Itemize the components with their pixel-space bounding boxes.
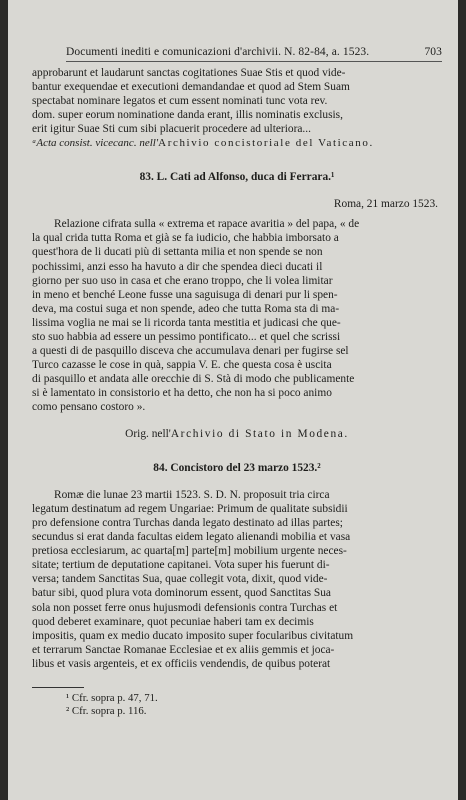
- doc83-line: lissima voglia ne mai se li ricorda tanta mestitia et judicasi che que-: [32, 316, 341, 329]
- doc84-line: impositis, quam ex medio ducato imposito super focularibus civitatum: [32, 629, 354, 642]
- doc83-source-archive: Archivio di Stato in Modena.: [170, 428, 349, 441]
- doc84-line: quod deberet examinare, quot pecuniae haberi tam ex decimis: [32, 615, 314, 628]
- doc84-line: et terrarum Sanctae Romanae Ecclesiae et ex aliis gemmis et joca-: [32, 643, 335, 656]
- doc83-line: la qual crida tutta Roma et già se fa iudicio, che habbia imborsato a: [32, 232, 339, 245]
- footnote: ¹ Cfr. sopra p. 47, 71.: [66, 691, 158, 704]
- doc83-title: 83. L. Cati ad Alfonso, duca di Ferrara.¹: [139, 171, 335, 184]
- running-header: [66, 46, 442, 62]
- doc83-line: in meno et benché Leone fusse una saguisuga di denari pur li spen-: [32, 288, 338, 301]
- doc84-line: batur sibi, quod plura vota dominorum essent, quod Sanctitas Sua: [32, 587, 331, 600]
- intro-block: [32, 66, 442, 150]
- doc83-line: a questi di de pasquillo disceva che accumulava denari per fugirse sel: [32, 344, 349, 357]
- document-84: [32, 461, 442, 671]
- doc84-line: versa; tandem Sanctitas Sua, quae collegit vota, dixit, quod vide-: [32, 573, 328, 586]
- footnote-divider: [32, 687, 84, 688]
- doc83-source-prefix: Orig. nell': [125, 428, 171, 441]
- intro-line: approbarunt et laudarunt sanctas cogitationes Suae Stis et quod vide-: [32, 67, 346, 79]
- running-title: Documenti inediti e comunicazioni d'archivii. N. 82-84, a. 1523.: [66, 46, 370, 58]
- page-number: 703: [424, 46, 442, 58]
- doc84-line: sitate; tertium de deputatione capitanei. Vota super his fuerunt di-: [32, 559, 330, 572]
- intro-line: spectabat nominare legatos et cum essent nominati tunc vota rev.: [32, 95, 328, 108]
- intro-source-prefix: ᵃActa consist. vicecanc. nell': [32, 137, 159, 150]
- intro-line: bantur exequendae et executioni demandandae et quod ad Stem Suam: [32, 81, 350, 94]
- doc84-line: pretiosa ecclesiarum, ac quarta[m] parte[m] mobilium urgente neces-: [32, 545, 347, 558]
- doc83-line: si è lamentato in consistorio et ha detto, che non ha si poco animo: [32, 386, 332, 399]
- doc84-title: 84. Concistoro del 23 marzo 1523.²: [153, 462, 321, 475]
- doc84-line: sola non posset ferre onus hujusmodi defensionis contra Turchas et: [32, 601, 338, 614]
- doc83-line: Relazione cifrata sulla « extrema et rapace avaritia » del papa, « de: [54, 218, 360, 231]
- doc84-line: legatum destinatum ad regem Ungariae: Primum de qualitate subsidii: [32, 503, 348, 516]
- intro-line: dom. super eorum nominatione danda erant, illis nominatis exclusis,: [32, 109, 343, 122]
- footnote: ² Cfr. sopra p. 116.: [66, 704, 147, 717]
- doc83-line: como pensano costoro ».: [32, 400, 146, 413]
- doc84-line: libus et vasis argenteis, et ex officiis vendendis, de quibus poterat: [32, 657, 331, 670]
- intro-line: erit igitur Suae Sti cum sibi placuerit procedere ad ulteriora...: [32, 123, 311, 136]
- doc83-line: pochissimi, anzi esso ha havuto a dir che spendea dieci ducati il: [32, 260, 323, 273]
- doc83-dateline: Roma, 21 marzo 1523.: [333, 198, 438, 211]
- doc83-line: deva, ma costui suga et non spende, adeo che tutta Roma sta di ma-: [32, 302, 340, 315]
- doc83-line: quest'hora de li ducati più di settanta milia et non spende se non: [32, 246, 323, 259]
- doc84-line: secundus si erat danda facultas eidem legato alienandi mobilia et vasa: [32, 531, 351, 544]
- doc84-line: Romæ die lunae 23 martii 1523. S. D. N. proposuit tria circa: [54, 489, 330, 502]
- doc83-line: sto suo habbia ad essere un pessimo pontificato... et quel che scrissi: [32, 330, 341, 343]
- doc83-line: giorno per suo uso in casa et che erano troppo, che li volea limitar: [32, 274, 333, 287]
- page-content: [32, 66, 442, 718]
- doc83-source: [32, 427, 442, 441]
- doc83-line: Turco cazasse le cose in quà, sappia V. E. che questa cosa è uscita: [32, 358, 332, 371]
- doc83-line: di pasquillo et andata alle orecchie di S. Stà di modo che publicamente: [32, 372, 355, 385]
- page: [8, 0, 458, 800]
- intro-source-archive: Archivio concistoriale del Vaticano.: [158, 137, 374, 150]
- intro-source: [32, 136, 442, 150]
- doc84-line: pro defensione contra Turchas danda legato destinato ad illas partes;: [32, 517, 343, 530]
- document-83: [32, 170, 442, 441]
